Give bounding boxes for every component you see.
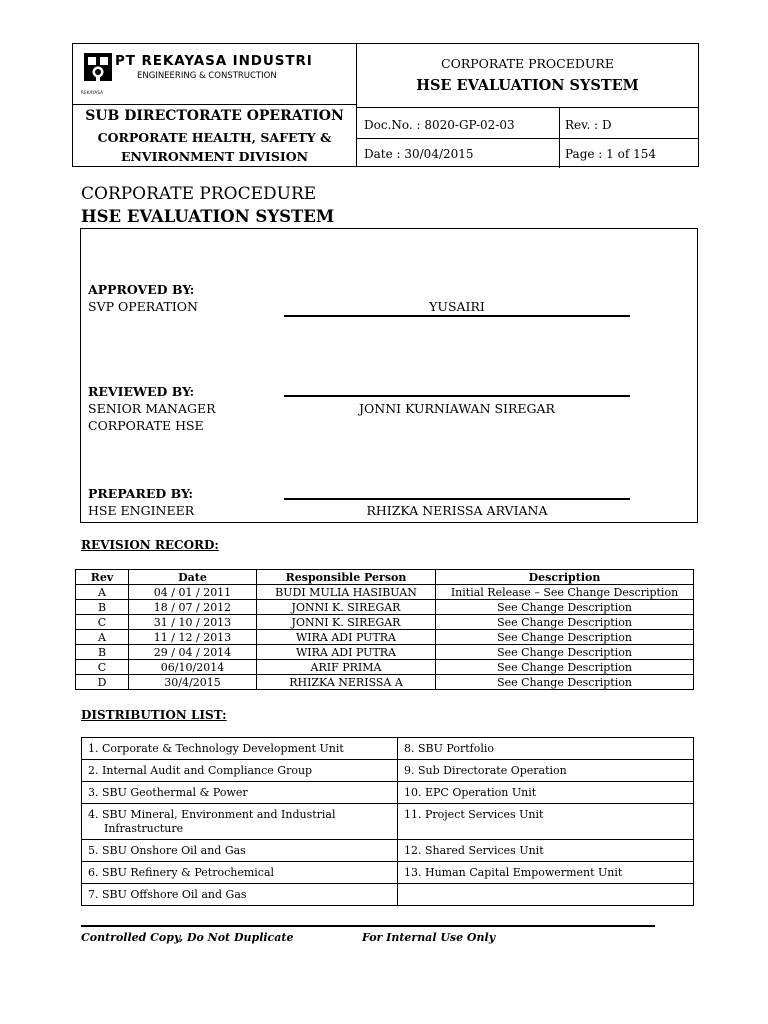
date-cell: 04 / 01 / 2011 xyxy=(129,585,257,600)
rev-cell: B xyxy=(76,600,129,615)
rev-cell: D xyxy=(76,675,129,690)
header-divider xyxy=(559,107,560,168)
prepared-by-role: HSE ENGINEER xyxy=(88,503,195,518)
distribution-table xyxy=(81,737,694,906)
table-row xyxy=(82,782,694,804)
description-cell: See Change Description xyxy=(436,675,694,690)
person-cell: WIRA ADI PUTRA xyxy=(257,630,436,645)
header-divider xyxy=(356,107,699,108)
distribution-item: 5. SBU Onshore Oil and Gas xyxy=(82,840,398,862)
header-divider xyxy=(73,104,356,105)
description-cell: Initial Release – See Change Description xyxy=(436,585,694,600)
distribution-item: 11. Project Services Unit xyxy=(398,804,694,840)
table-row xyxy=(76,660,694,675)
approved-by-label: APPROVED BY: xyxy=(88,282,195,297)
prepared-by-label: PREPARED BY: xyxy=(88,486,193,501)
table-row xyxy=(76,645,694,660)
approval-box xyxy=(80,228,698,523)
person-cell: WIRA ADI PUTRA xyxy=(257,645,436,660)
table-row xyxy=(82,738,694,760)
distribution-item: 7. SBU Offshore Oil and Gas xyxy=(82,884,398,906)
distribution-item: 2. Internal Audit and Compliance Group xyxy=(82,760,398,782)
table-row xyxy=(76,630,694,645)
company-name: PT REKAYASA INDUSTRI xyxy=(115,53,313,69)
distribution-item-text: Infrastructure xyxy=(104,822,184,835)
approved-by-name: YUSAIRI xyxy=(429,299,485,314)
signature-line xyxy=(284,315,630,317)
column-header: Description xyxy=(436,570,694,585)
logo-caption: REKAYASA xyxy=(81,90,104,95)
distribution-item: 12. Shared Services Unit xyxy=(398,840,694,862)
column-header: Responsible Person xyxy=(257,570,436,585)
revision-table xyxy=(75,569,694,690)
rev-cell: A xyxy=(76,585,129,600)
distribution-list-label: DISTRIBUTION LIST: xyxy=(81,708,227,722)
table-row xyxy=(76,675,694,690)
date-cell: 31 / 10 / 2013 xyxy=(129,615,257,630)
column-header: Date xyxy=(129,570,257,585)
distribution-item xyxy=(82,804,398,840)
distribution-item: 8. SBU Portfolio xyxy=(398,738,694,760)
document-kind: CORPORATE PROCEDURE xyxy=(81,184,317,204)
procedure-label: CORPORATE PROCEDURE xyxy=(441,56,614,71)
document-title: HSE EVALUATION SYSTEM xyxy=(81,207,335,226)
person-cell: JONNI K. SIREGAR xyxy=(257,600,436,615)
signature-line xyxy=(284,395,630,397)
reviewed-by-role: SENIOR MANAGER xyxy=(88,401,216,416)
date-cell: 18 / 07 / 2012 xyxy=(129,600,257,615)
description-cell: See Change Description xyxy=(436,645,694,660)
header-divider xyxy=(356,138,699,139)
table-row xyxy=(82,760,694,782)
date-cell: 11 / 12 / 2013 xyxy=(129,630,257,645)
sub-directorate: SUB DIRECTORATE OPERATION xyxy=(85,108,344,124)
doc-date: Date : 30/04/2015 xyxy=(364,147,474,161)
table-row xyxy=(82,862,694,884)
description-cell: See Change Description xyxy=(436,615,694,630)
revision-record-label: REVISION RECORD: xyxy=(81,538,219,552)
description-cell: See Change Description xyxy=(436,660,694,675)
company-subtitle: ENGINEERING & CONSTRUCTION xyxy=(137,71,277,81)
footer-rule xyxy=(81,925,655,927)
rev-cell: B xyxy=(76,645,129,660)
table-header-row xyxy=(76,570,694,585)
date-cell: 30/4/2015 xyxy=(129,675,257,690)
table-row xyxy=(82,804,694,840)
signature-line xyxy=(284,498,630,500)
reviewed-by-label: REVIEWED BY: xyxy=(88,384,195,399)
reviewed-by-name: JONNI KURNIAWAN SIREGAR xyxy=(359,401,555,416)
person-cell: RHIZKA NERISSA A xyxy=(257,675,436,690)
column-header: Rev xyxy=(76,570,129,585)
distribution-item: 1. Corporate & Technology Development Unit xyxy=(82,738,398,760)
footer-copy-notice: Controlled Copy, Do Not Duplicate xyxy=(81,931,294,944)
doc-number: Doc.No. : 8020-GP-02-03 xyxy=(364,118,515,132)
reviewed-by-role: CORPORATE HSE xyxy=(88,418,204,433)
table-row xyxy=(76,615,694,630)
page-number: Page : 1 of 154 xyxy=(565,147,656,161)
distribution-item: 13. Human Capital Empowerment Unit xyxy=(398,862,694,884)
rev-cell: C xyxy=(76,660,129,675)
rev-cell: A xyxy=(76,630,129,645)
distribution-item: 6. SBU Refinery & Petrochemical xyxy=(82,862,398,884)
distribution-item-text: 4. SBU Mineral, Environment and Industrial xyxy=(88,808,336,821)
distribution-item xyxy=(398,884,694,906)
table-row xyxy=(82,840,694,862)
approved-by-role: SVP OPERATION xyxy=(88,299,198,314)
rev-cell: C xyxy=(76,615,129,630)
distribution-item: 10. EPC Operation Unit xyxy=(398,782,694,804)
table-row xyxy=(76,585,694,600)
person-cell: ARIF PRIMA xyxy=(257,660,436,675)
person-cell: JONNI K. SIREGAR xyxy=(257,615,436,630)
footer-usage-notice: For Internal Use Only xyxy=(362,931,496,944)
table-row xyxy=(76,600,694,615)
division-name: CORPORATE HEALTH, SAFETY & ENVIRONMENT DIVISION xyxy=(97,130,332,164)
document-header xyxy=(72,43,699,167)
distribution-item: 3. SBU Geothermal & Power xyxy=(82,782,398,804)
description-cell: See Change Description xyxy=(436,630,694,645)
prepared-by-name: RHIZKA NERISSA ARVIANA xyxy=(366,503,548,518)
procedure-title: HSE EVALUATION SYSTEM xyxy=(416,77,639,94)
description-cell: See Change Description xyxy=(436,600,694,615)
person-cell: BUDI MULIA HASIBUAN xyxy=(257,585,436,600)
distribution-item: 9. Sub Directorate Operation xyxy=(398,760,694,782)
table-row xyxy=(82,884,694,906)
company-logo-icon xyxy=(83,52,113,90)
revision: Rev. : D xyxy=(565,118,612,132)
date-cell: 06/10/2014 xyxy=(129,660,257,675)
date-cell: 29 / 04 / 2014 xyxy=(129,645,257,660)
